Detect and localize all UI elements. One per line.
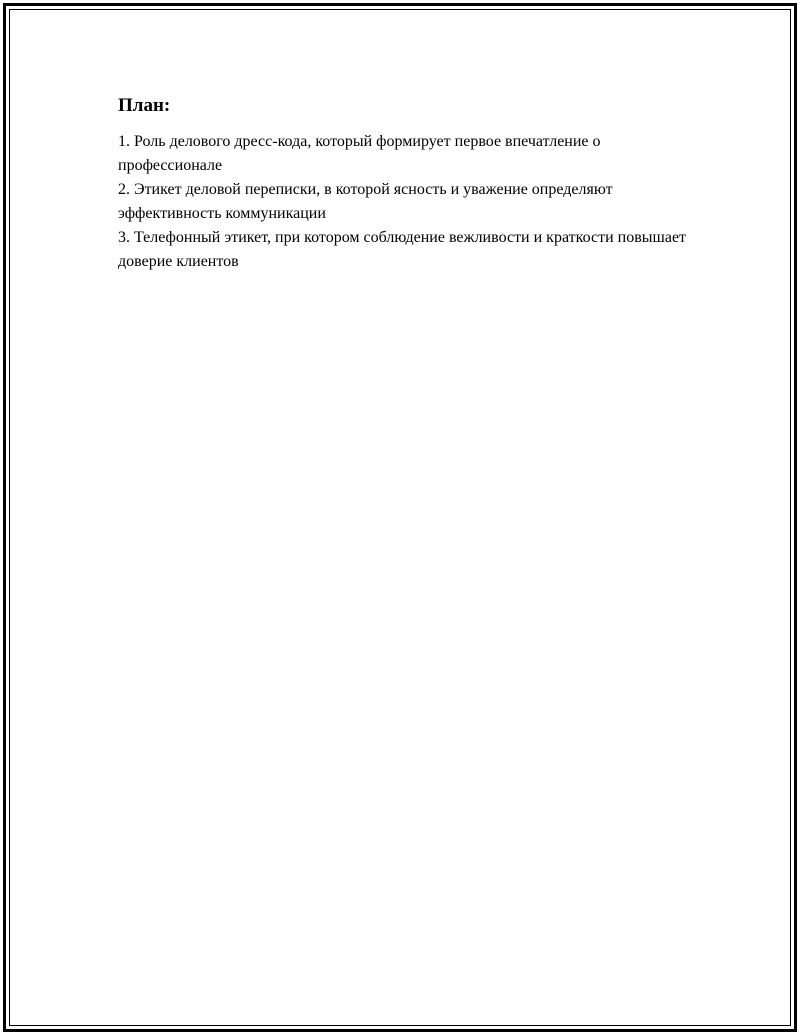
- plan-item: 2. Этикет деловой переписки, в которой ясность и уважение определяют эффективность коммуникации: [118, 181, 613, 222]
- plan-title: План:: [118, 95, 171, 116]
- plan-item: 3. Телефонный этикет, при котором соблюдение вежливости и краткости повышает доверие клиентов: [118, 229, 687, 270]
- plan-list: [118, 130, 698, 274]
- plan-item: 1. Роль делового дресс-кода, который формирует первое впечатление о профессионале: [118, 133, 601, 174]
- document-content: [118, 94, 698, 274]
